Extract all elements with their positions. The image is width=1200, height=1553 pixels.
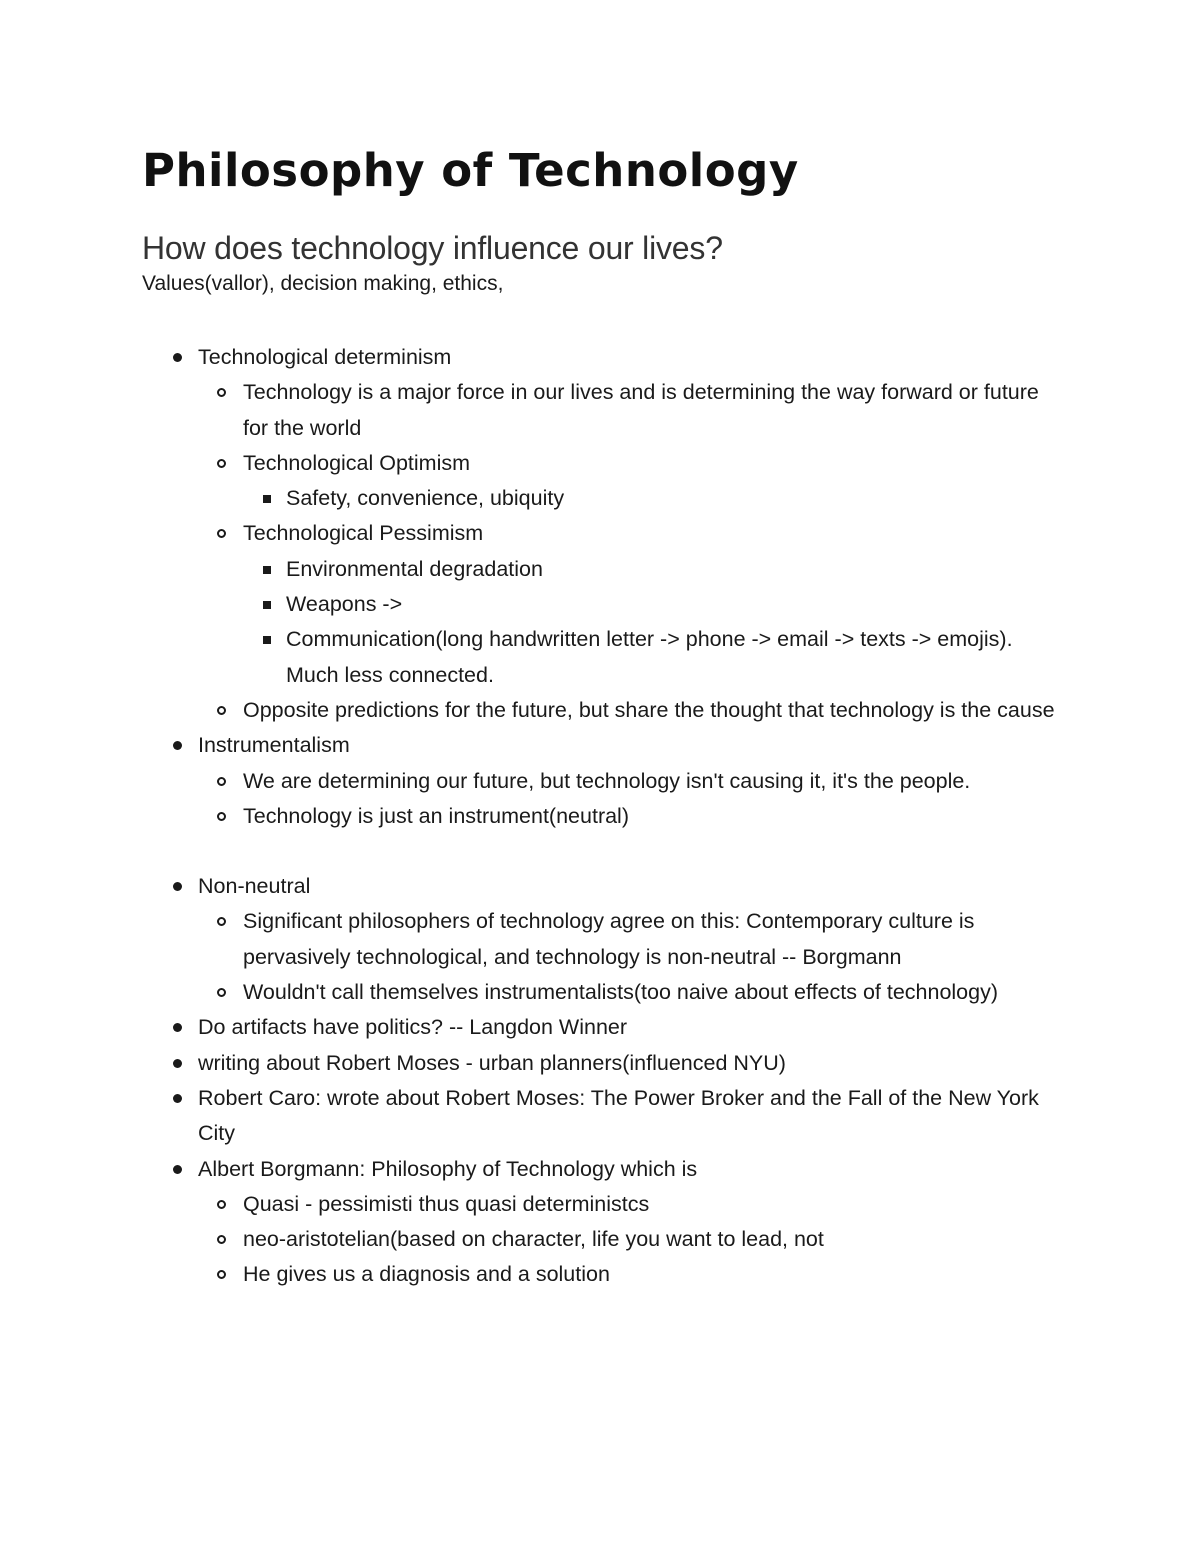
- list-item-text: Opposite predictions for the future, but share the thought that technology is the cause: [243, 697, 1055, 722]
- list-item: [198, 1222, 1060, 1257]
- list-item-text: Environmental degradation: [286, 556, 543, 581]
- list-item-text: writing about Robert Moses - urban planners(influenced NYU): [198, 1050, 786, 1075]
- list-item-label: Technological determinism: [198, 345, 452, 369]
- list-item-text: Technological Pessimism: [243, 521, 484, 546]
- list-item: [198, 764, 1060, 799]
- non-neutral-sublist: [198, 904, 1060, 1010]
- determinism-sublist: [198, 375, 1060, 728]
- list-item-text: Do artifacts have politics? -- Langdon Winner: [198, 1015, 628, 1040]
- list-item: [198, 904, 1060, 975]
- list-item: [198, 1257, 1060, 1292]
- pessimism-sublist: [243, 552, 1060, 693]
- list-item-text: Wouldn't call themselves instrumentalists(too naive about effects of technology): [243, 980, 999, 1005]
- list-item-label: Instrumentalism: [198, 733, 350, 758]
- list-item-text: Technology is a major force in our lives and is determining the way forward or future for the world: [243, 380, 1039, 440]
- list-item-label: Albert Borgmann: Philosophy of Technology which is: [198, 1156, 698, 1181]
- list-item-text: Technology is just an instrument(neutral): [243, 803, 629, 828]
- list-item-text: Robert Caro: wrote about Robert Moses: The Power Broker and the Fall of the New York City: [198, 1085, 1039, 1146]
- list-item-text: Significant philosophers of technology agree on this: Contemporary culture is pervasively technological, and technology is non-neutral -- Borgmann: [243, 909, 975, 969]
- list-item-optimism: [198, 446, 1060, 517]
- intro-text: Values(vallor), decision making, ethics,: [142, 272, 504, 295]
- list-item-technological-determinism: [142, 340, 1060, 728]
- list-item-text: Weapons ->: [286, 592, 403, 617]
- list-item-text: We are determining our future, but technology isn't causing it, it's the people.: [243, 768, 971, 793]
- optimism-sublist: [243, 481, 1060, 516]
- list-item-albert-borgmann: [142, 1152, 1060, 1293]
- list-item-instrumentalism: [142, 728, 1060, 834]
- section-heading: How does technology influence our lives?: [142, 230, 723, 266]
- instrumentalism-sublist: [198, 764, 1060, 835]
- borgmann-sublist: [198, 1187, 1060, 1293]
- list-item: [198, 375, 1060, 446]
- list-item: [198, 693, 1060, 728]
- list-item-pessimism: [198, 516, 1060, 692]
- list-item-robert-moses: [142, 1046, 1060, 1081]
- list-item: [198, 799, 1060, 834]
- list-item-text: Communication(long handwritten letter -> phone -> email -> texts -> emojis). Much less connected.: [286, 627, 1013, 687]
- list-item: [198, 1187, 1060, 1222]
- notes-list: [142, 340, 1060, 1293]
- list-item: [243, 481, 1060, 516]
- list-item-langdon-winner: [142, 1010, 1060, 1045]
- list-item-text: neo-aristotelian(based on character, life you want to lead, not: [243, 1227, 824, 1252]
- list-item-text: Quasi - pessimisti thus quasi deterministcs: [243, 1191, 650, 1216]
- page-title: Philosophy of Technology: [142, 144, 799, 197]
- list-item-non-neutral: [142, 869, 1060, 1010]
- list-item-label: Non-neutral: [198, 874, 311, 899]
- list-item: [198, 975, 1060, 1010]
- list-item-text: Technological Optimism: [243, 450, 471, 475]
- list-item-robert-caro: [142, 1081, 1060, 1152]
- list-item: [243, 587, 1060, 622]
- list-item: [243, 552, 1060, 587]
- list-item-text: Safety, convenience, ubiquity: [286, 486, 565, 511]
- list-item: [243, 622, 1060, 693]
- list-item-text: He gives us a diagnosis and a solution: [243, 1262, 610, 1287]
